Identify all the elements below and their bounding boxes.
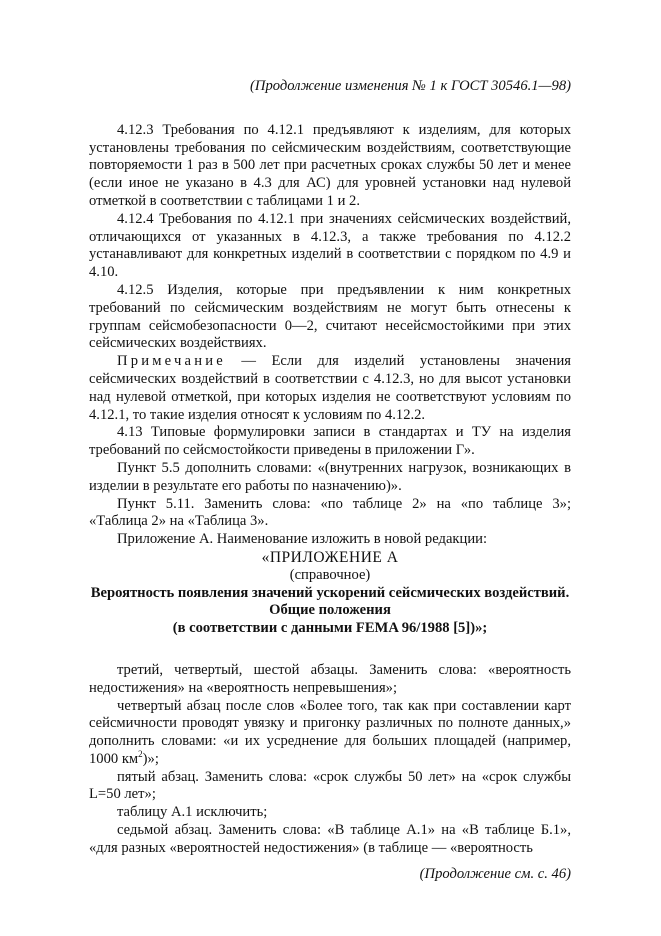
appendix-heading-line2: Общие положения	[269, 602, 391, 619]
note-paragraph	[89, 353, 571, 424]
area-superscript: 2	[138, 749, 143, 760]
paragraph-5-11: Пункт 5.11. Заменить слова: «по таблице 2» на «по таблице 3»; «Таблица 2» на «Таблица 3».	[89, 495, 571, 530]
paragraph-4-12-4: 4.12.4 Требования по 4.12.1 при значениях сейсмических воздействий, отличающихся от указанных в 4.12.3, а также требования по 4.12.2 устанавливают для конкретных изделий в соответствии с порядком по 4.9 и 4.10.	[89, 210, 571, 281]
appendix-heading-line1: Вероятность появления значений ускорений сейсмических воздействий.	[90, 584, 570, 601]
paragraph-table-a1: таблицу А.1 исключить;	[117, 804, 268, 821]
paragraph-abzatsy: третий, четвертый, шестой абзацы. Заменить слова: «вероятность недостижения» на «вероятность непревышения»;	[89, 661, 571, 696]
running-footer: (Продолжение см. с. 46)	[419, 865, 571, 882]
paragraph-sedmoi: седьмой абзац. Заменить слова: «В таблице А.1» на «В таблице Б.1», «для разных «вероятностей недостижения» (в таблице — «вероятность	[89, 822, 571, 856]
paragraph-4-12-5: 4.12.5 Изделия, которые при предъявлении к ним конкретных требований по сейсмическим воздействиям не могут быть отнесены к группам сейсмобезопасности 0—2, считают несейсмостойкими при этих сейсмических воздействиях.	[89, 281, 571, 352]
note-label: Примечание	[117, 353, 226, 370]
area-text-end: )»;	[142, 750, 159, 767]
area-text: четвертый абзац после слов «Более того, так как при составлении карт сейсмичности проводят увязку и пригонку различных по полноте данных,» дополнить словами: «и их усреднение для больших площадей (например, 1000 км	[89, 697, 571, 767]
paragraph-appendix-a: Приложение А. Наименование изложить в новой редакции:	[117, 531, 487, 548]
running-header: (Продолжение изменения № 1 к ГОСТ 30546.1—98)	[250, 78, 571, 94]
note-text: — Если для изделий установлены значения сейсмических воздействий в соответствии с 4.12.3, но для высот установки над нулевой отметкой, при которых изделия не соответствуют условиям по 4.12.1, то такие изделия относят к условиям по 4.12.2.	[89, 353, 571, 423]
appendix-subtitle: (справочное)	[289, 566, 371, 583]
paragraph-4-12-3: 4.12.3 Требования по 4.12.1 предъявляют к изделиям, для которых установлены требования по сейсмическим воздействиям, соответствующие повторяемости 1 раз в 500 лет при расчетных сроках службы 50 лет и менее (если иное не указано в 4.3 для АС) для уровней установки над нулевой отметкой в соответствии с таблицами 1 и 2.	[89, 121, 571, 209]
appendix-title: «ПРИЛОЖЕНИЕ А	[261, 548, 399, 566]
paragraph-4-13: 4.13 Типовые формулировки записи в стандартах и ТУ на изделия требований по сейсмостойкости приведены в приложении Г».	[89, 424, 571, 459]
paragraph-pyatyi: пятый абзац. Заменить слова: «срок службы 50 лет» на «срок службы L=50 лет»;	[89, 768, 571, 803]
paragraph-chetvertyi	[89, 698, 571, 769]
section-spacer	[89, 638, 571, 662]
document-page	[89, 78, 571, 883]
paragraph-5-5: Пункт 5.5 дополнить словами: «(внутренних нагрузок, возникающих в изделии в результате его работы по назначению)».	[89, 459, 571, 494]
appendix-heading-line3: (в соответствии с данными FEMA 96/1988 [5])»;	[172, 620, 488, 637]
